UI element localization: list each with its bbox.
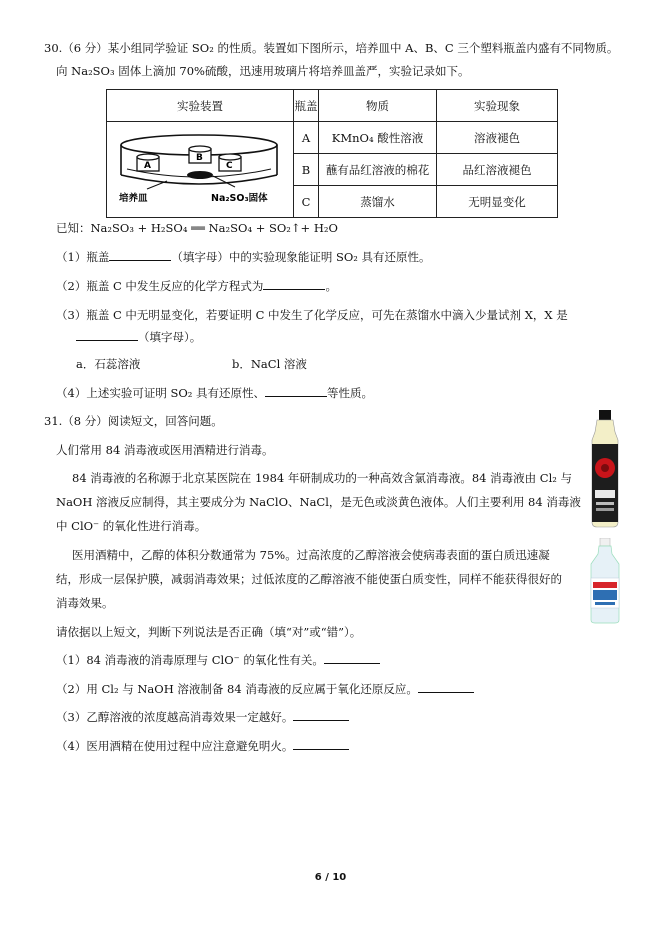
q31-para2-line1: 医用酒精中，乙醇的体积分数通常为 75%。过高浓度的乙醇溶液会使病毒表面的蛋白质迅速凝 bbox=[72, 548, 550, 562]
statement-4 bbox=[56, 738, 349, 754]
statement-1-text: （1）84 消毒液的消毒原理与 ClO⁻ 的氧化性有关。 bbox=[56, 653, 324, 667]
row-a-phenomenon: 溶液褪色 bbox=[437, 122, 558, 154]
statement-2 bbox=[56, 681, 474, 697]
medical-alcohol-bottle-image bbox=[585, 538, 625, 624]
disinfectant-84-bottle-image bbox=[585, 410, 625, 528]
q31-para1-line3: 中 ClO⁻ 的氧化性进行消毒。 bbox=[56, 519, 207, 533]
row-c-cap: C bbox=[294, 186, 319, 218]
q30-part4-post: 等性质。 bbox=[327, 386, 374, 400]
q30-part1 bbox=[56, 249, 431, 265]
q30-part4 bbox=[56, 385, 373, 401]
q30-intro-line2: 向 Na₂SO₃ 固体上滴加 70%硫酸，迅速用玻璃片将培养皿盖严，实验记录如下。 bbox=[56, 64, 470, 78]
statement-3 bbox=[56, 709, 349, 725]
q30-intro-line1: 30.（6 分）某小组同学验证 SO₂ 的性质。装置如下图所示，培养皿中 A、B、C 三个塑料瓶盖内盛有不同物质。 bbox=[44, 41, 619, 55]
q31-para1-line1: 84 消毒液的名称源于北京某医院在 1984 年研制成功的一种高效含氯消毒液。84 消毒液由 Cl₂ 与 bbox=[72, 471, 573, 485]
diagram-label-b: B bbox=[196, 152, 203, 163]
answer-blank-s1[interactable] bbox=[324, 652, 380, 664]
experiment-table bbox=[106, 89, 558, 218]
q30-part2 bbox=[56, 278, 337, 294]
q31-instruction: 请依据以上短文，判断下列说法是否正确（填“对”或“错”）。 bbox=[56, 625, 362, 639]
apparatus-diagram bbox=[107, 122, 294, 218]
statement-3-text: （3）乙醇溶液的浓度越高消毒效果一定越好。 bbox=[56, 710, 294, 724]
header-apparatus: 实验装置 bbox=[107, 90, 294, 122]
q31-title: 31.（8 分）阅读短文，回答问题。 bbox=[44, 414, 223, 428]
row-c-phenomenon: 无明显变化 bbox=[437, 186, 558, 218]
q30-part3-line1: （3）瓶盖 C 中无明显变化，若要证明 C 中发生了化学反应，可先在蒸馏水中滴入少量试剂 X，X 是 bbox=[56, 308, 568, 322]
answer-blank-1[interactable] bbox=[109, 249, 171, 261]
diagram-label-a: A bbox=[144, 160, 151, 171]
option-a: a．石蕊溶液 bbox=[76, 357, 141, 371]
q31-para1-line2: NaOH 溶液反应制得，其主要成分为 NaClO、NaCl，是无色或淡黄色液体。人们主要利用 84 消毒液 bbox=[56, 495, 581, 509]
page-number: 6 / 10 bbox=[314, 872, 347, 883]
statement-4-text: （4）医用酒精在使用过程中应注意避免明火。 bbox=[56, 739, 294, 753]
q30-part4-pre: （4）上述实验可证明 SO₂ 具有还原性、 bbox=[56, 386, 266, 400]
answer-blank-s3[interactable] bbox=[293, 709, 349, 721]
row-c-substance: 蒸馏水 bbox=[319, 186, 437, 218]
option-b: b．NaCl 溶液 bbox=[232, 357, 307, 371]
answer-blank-s2[interactable] bbox=[418, 681, 474, 693]
header-cap: 瓶盖 bbox=[294, 90, 319, 122]
q30-part2-end: 。 bbox=[325, 279, 337, 293]
header-phenomenon: 实验现象 bbox=[437, 90, 558, 122]
row-b-phenomenon: 品红溶液褪色 bbox=[437, 154, 558, 186]
q30-part3-line2 bbox=[76, 329, 201, 345]
statement-1 bbox=[56, 652, 380, 668]
row-a-cap: A bbox=[294, 122, 319, 154]
q31-para2-line2: 结，形成一层保护膜，减弱消毒效果；过低浓度的乙醇溶液不能使蛋白质变性，同样不能获得很好的 bbox=[56, 572, 562, 586]
answer-blank-2[interactable] bbox=[263, 278, 325, 290]
diagram-label-c: C bbox=[226, 160, 233, 171]
petri-dish-diagram bbox=[107, 123, 292, 217]
diagram-label-dish: 培养皿 bbox=[119, 192, 148, 204]
row-b-cap: B bbox=[294, 154, 319, 186]
header-substance: 物质 bbox=[319, 90, 437, 122]
row-a-substance: KMnO₄ 酸性溶液 bbox=[319, 122, 437, 154]
row-b-substance: 蘸有品红溶液的棉花 bbox=[319, 154, 437, 186]
q31-lead: 人们常用 84 消毒液或医用酒精进行消毒。 bbox=[56, 443, 274, 457]
known-equation: 已知：Na₂SO₃ + H₂SO₄ ══ Na₂SO₄ + SO₂↑+ H₂O bbox=[56, 221, 338, 235]
answer-blank-3[interactable] bbox=[76, 329, 138, 341]
q31-para2-line3: 消毒效果。 bbox=[56, 596, 114, 610]
q30-part2-text: （2）瓶盖 C 中发生反应的化学方程式为 bbox=[56, 279, 264, 293]
q30-part1-post: （填字母）中的实验现象能证明 SO₂ 具有还原性。 bbox=[171, 250, 431, 264]
q30-part3-post: （填字母）。 bbox=[138, 330, 202, 344]
diagram-label-solid: Na₂SO₃固体 bbox=[211, 192, 268, 204]
answer-blank-s4[interactable] bbox=[293, 738, 349, 750]
q30-part1-pre: （1）瓶盖 bbox=[56, 250, 110, 264]
answer-blank-4[interactable] bbox=[265, 385, 327, 397]
statement-2-text: （2）用 Cl₂ 与 NaOH 溶液制备 84 消毒液的反应属于氧化还原反应。 bbox=[56, 682, 418, 696]
